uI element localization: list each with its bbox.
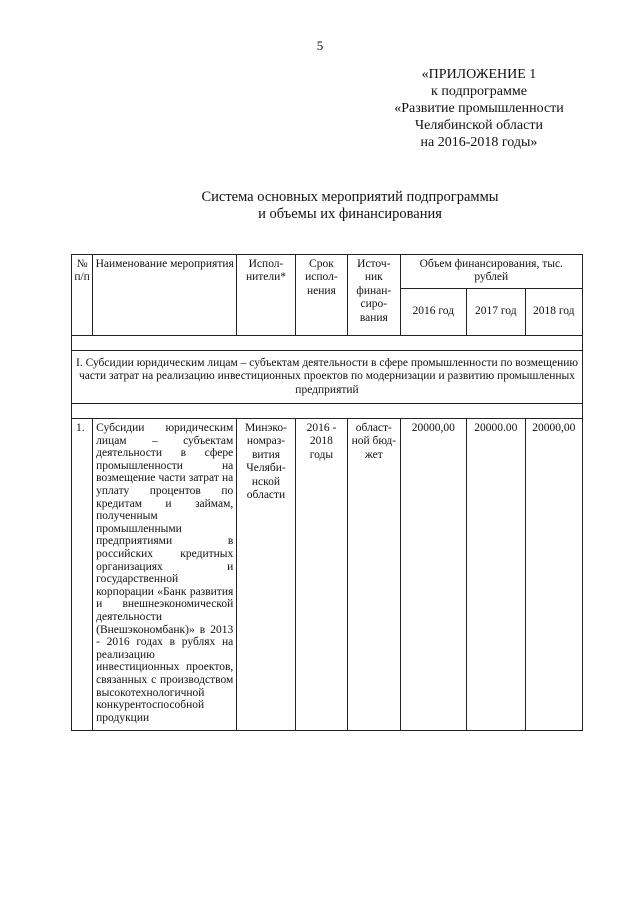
header-source: Источ-ник финан-сиро-вания xyxy=(348,255,400,336)
header-executor: Испол-нители* xyxy=(237,255,295,336)
appendix-line: к подпрограмме xyxy=(431,84,527,99)
header-num: № п/п xyxy=(72,255,93,336)
title-line: Система основных мероприятий подпрограммы xyxy=(201,189,499,205)
table-row xyxy=(72,419,583,731)
header-name: Наименование мероприятия xyxy=(93,255,237,336)
row-amount-2016: 20000,00 xyxy=(400,419,467,731)
appendix-line: «ПРИЛОЖЕНИЕ 1 xyxy=(421,67,537,82)
spacer-row xyxy=(72,335,583,350)
row-source: област-ной бюд-жет xyxy=(348,419,400,731)
header-year-2016: 2016 год xyxy=(400,288,467,335)
spacer-row xyxy=(72,404,583,419)
section-title: I. Субсидии юридическим лицам – субъектам деятельности в сфере промышленности по возмещению части затрат на реализацию инвестиционных проектов по модернизации и развитию промышленных предприятий xyxy=(72,350,583,403)
appendix-header xyxy=(374,66,584,151)
row-amount-2018: 20000,00 xyxy=(525,419,583,731)
row-name: Субсидии юридическим лицам – субъектам деятельности в сфере промышленности на возмещение части затрат на уплату процентов по кредитам и займам, полученным промышленными предприятиями в российских кредитных организациях и государственной корпорации «Банк развития и внешнеэкономической деятельности (Внешэкономбанк)» в 2013 - 2016 годах в рублях на реализацию инвестиционных проектов, связанных с производством высокотехнологичной конкурентоспособной продукции xyxy=(93,419,237,731)
appendix-line: на 2016-2018 годы» xyxy=(420,135,538,150)
row-term: 2016 - 2018 годы xyxy=(295,419,347,731)
document-title xyxy=(0,189,640,223)
header-term: Срок испол-нения xyxy=(295,255,347,336)
header-volume: Объем финансирования, тыс. рублей xyxy=(400,255,582,289)
header-year-2018: 2018 год xyxy=(525,288,583,335)
row-executor: Минэко-номраз-вития Челяби-нской области xyxy=(237,419,295,731)
header-year-2017: 2017 год xyxy=(467,288,525,335)
appendix-line: «Развитие промышленности xyxy=(394,101,564,116)
appendix-line: Челябинской области xyxy=(415,118,543,133)
title-line: и объемы их финансирования xyxy=(258,206,442,222)
row-num: 1. xyxy=(72,419,93,731)
section-row xyxy=(72,350,583,403)
page-number: 5 xyxy=(316,38,324,53)
row-amount-2017: 20000.00 xyxy=(467,419,525,731)
measures-table xyxy=(71,254,583,731)
